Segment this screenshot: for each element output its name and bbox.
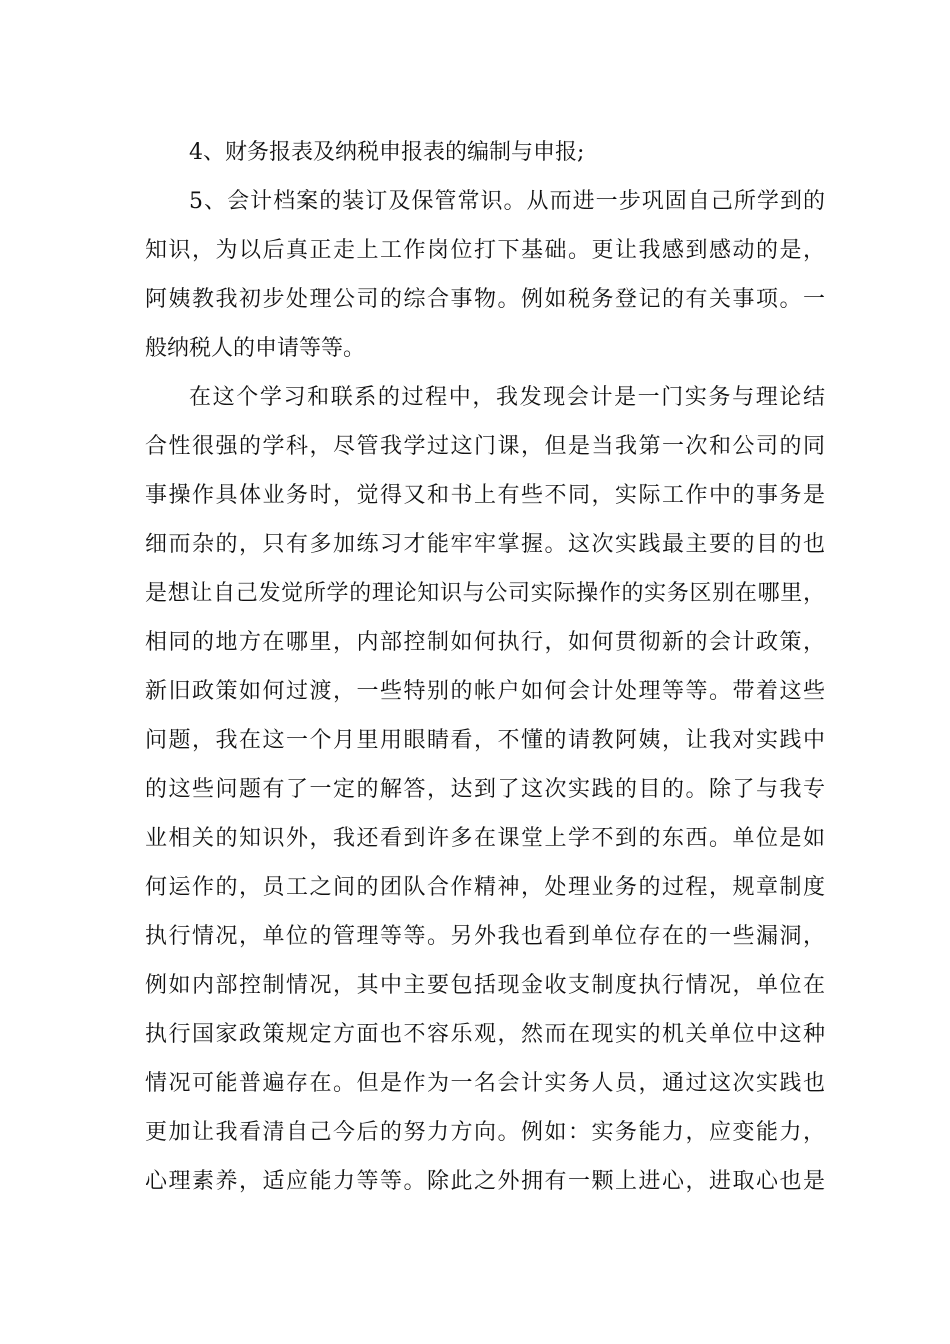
- text-line: 问题，我在这一个月里用眼睛看，不懂的请教阿姨，让我对实践中: [145, 728, 825, 753]
- text-line: 细而杂的，只有多加练习才能牢牢掌握。这次实践最主要的目的也: [145, 532, 825, 557]
- text-line: 何运作的，员工之间的团队合作精神，处理业务的过程，规章制度: [145, 875, 825, 900]
- text-line: 在这个学习和联系的过程中，我发现会计是一门实务与理论结: [189, 385, 825, 410]
- text-line: 事操作具体业务时，觉得又和书上有些不同，实际工作中的事务是: [145, 483, 825, 508]
- text-line: 更加让我看清自己今后的努力方向。例如：实务能力，应变能力，: [145, 1120, 825, 1145]
- text-line: 4、财务报表及纳税申报表的编制与申报;: [189, 140, 585, 165]
- text-line: 合性很强的学科，尽管我学过这门课，但是当我第一次和公司的同: [145, 434, 825, 459]
- text-line: 业相关的知识外，我还看到许多在课堂上学不到的东西。单位是如: [145, 826, 825, 851]
- text-line: 执行情况，单位的管理等等。另外我也看到单位存在的一些漏洞，: [145, 924, 825, 949]
- text-line: 的这些问题有了一定的解答，达到了这次实践的目的。除了与我专: [145, 777, 825, 802]
- text-line: 是想让自己发觉所学的理论知识与公司实际操作的实务区别在哪里，: [145, 581, 825, 606]
- text-line: 5、会计档案的装订及保管常识。从而进一步巩固自己所学到的: [189, 189, 825, 214]
- text-line: 阿姨教我初步处理公司的综合事物。例如税务登记的有关事项。一: [145, 287, 825, 312]
- text-line: 心理素养，适应能力等等。除此之外拥有一颗上进心，进取心也是: [145, 1169, 825, 1194]
- text-line: 情况可能普遍存在。但是作为一名会计实务人员，通过这次实践也: [145, 1071, 825, 1096]
- text-line: 执行国家政策规定方面也不容乐观，然而在现实的机关单位中这种: [145, 1022, 825, 1047]
- document-body: [145, 128, 825, 1206]
- text-line: 知识，为以后真正走上工作岗位打下基础。更让我感到感动的是，: [145, 238, 825, 263]
- text-line: 相同的地方在哪里，内部控制如何执行，如何贯彻新的会计政策，: [145, 630, 825, 655]
- text-line: 新旧政策如何过渡，一些特别的帐户如何会计处理等等。带着这些: [145, 679, 825, 704]
- text-line: 例如内部控制情况，其中主要包括现金收支制度执行情况，单位在: [145, 973, 825, 998]
- text-line: 般纳税人的申请等等。: [145, 336, 366, 361]
